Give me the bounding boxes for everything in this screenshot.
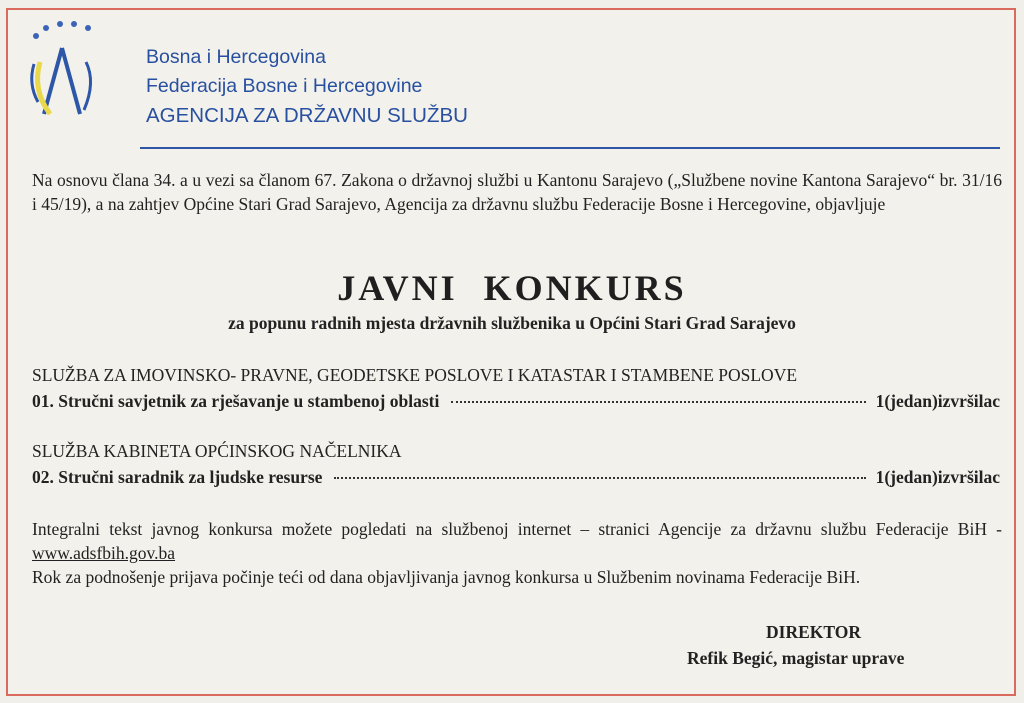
footer-text-1: Integralni tekst javnog konkursa možete pogledati na službenoj internet – stranici Agencije za državnu službu Federacije BiH - xyxy=(32,519,1002,539)
position-title-2: 02. Stručni saradnik za ljudske resurse xyxy=(32,467,323,487)
position-row-1 xyxy=(32,391,1000,412)
signature-role: DIREKTOR xyxy=(766,622,861,642)
leader-dots xyxy=(451,401,865,403)
header-federation: Federacija Bosne i Hercegovine xyxy=(146,75,423,97)
header-country: Bosna i Hercegovina xyxy=(146,46,326,68)
department-heading-2: SLUŽBA KABINETA OPĆINSKOG NAČELNIKA xyxy=(32,441,402,461)
position-count-1: 1(jedan)izvršilac xyxy=(875,391,1000,411)
header-divider xyxy=(140,147,1000,149)
leader-dots xyxy=(334,477,865,479)
position-row-2 xyxy=(32,467,1000,488)
header-agency-name: AGENCIJA ZA DRŽAVNU SLUŽBU xyxy=(146,104,468,127)
agency-website-link[interactable]: www.adsfbih.gov.ba xyxy=(32,543,176,563)
footer-paragraph xyxy=(32,517,1002,589)
signature-name: Refik Begić, magistar uprave xyxy=(687,648,905,668)
notice-title: JAVNI KONKURS xyxy=(337,268,687,308)
agency-header xyxy=(146,43,468,130)
position-title-1: 01. Stručni savjetnik za rješavanje u stambenoj oblasti xyxy=(32,391,440,411)
position-count-2: 1(jedan)izvršilac xyxy=(875,467,1000,487)
agency-logo-icon xyxy=(22,18,112,118)
footer-text-2: Rok za podnošenje prijava počinje teći od dana objavljivanja javnog konkursa u Službenim novinama Federacije BiH. xyxy=(32,567,861,587)
notice-subtitle: za popunu radnih mjesta državnih službenika u Općini Stari Grad Sarajevo xyxy=(228,313,796,333)
department-heading-1: SLUŽBA ZA IMOVINSKO- PRAVNE, GEODETSKE POSLOVE I KATASTAR I STAMBENE POSLOVE xyxy=(32,365,798,385)
intro-paragraph: Na osnovu člana 34. a u vezi sa članom 67. Zakona o državnoj službi u Kantonu Sarajevo („Službene novine Kantona Sarajevo“ br. 31/16 i 45/19), a na zahtjev Općine Stari Grad Sarajevo, Agencija za državnu službu Federacije Bosne i Hercegovine, objavljuje xyxy=(32,170,1002,214)
